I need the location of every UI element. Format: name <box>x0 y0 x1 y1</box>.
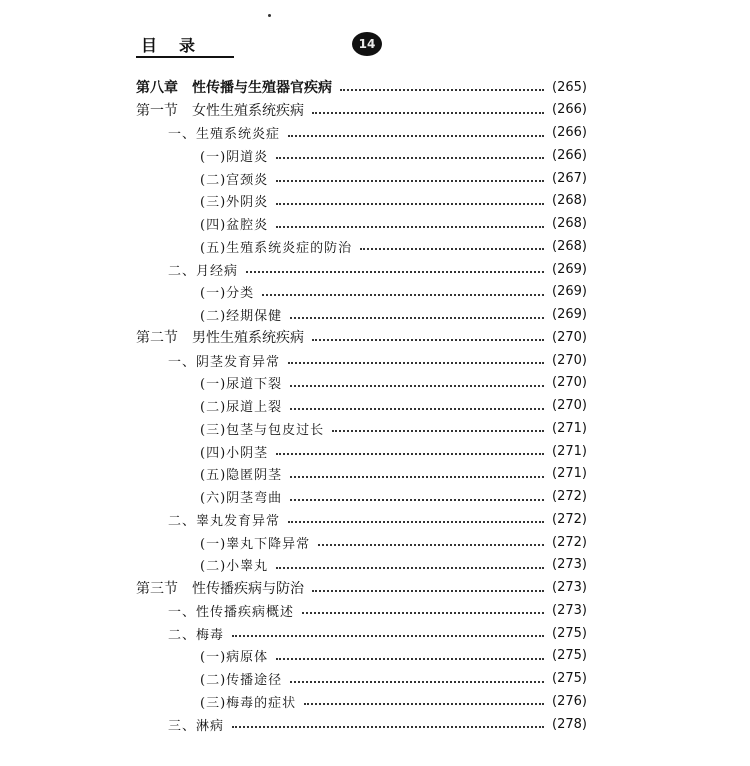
toc-entry-page: (275) <box>552 648 587 664</box>
toc-entry-title: 二、月经病 <box>168 263 239 279</box>
toc-entry-page: (268) <box>552 193 587 209</box>
toc-entry[interactable] <box>0 463 750 485</box>
dot-leader <box>290 476 544 478</box>
dot-leader <box>276 567 544 569</box>
dot-leader <box>290 499 544 501</box>
title-underline <box>136 56 234 58</box>
toc-entry-page: (268) <box>552 238 587 254</box>
toc-entry-title: 二、睾丸发育异常 <box>168 513 281 529</box>
toc-entry-page: (276) <box>552 693 587 709</box>
toc-entry-title: 一、阴茎发育异常 <box>168 354 281 370</box>
toc-entry-page: (270) <box>552 375 587 391</box>
toc-entry[interactable] <box>0 304 750 326</box>
toc-entry-title: (一)病原体 <box>200 650 269 666</box>
toc-entry[interactable] <box>0 622 750 644</box>
toc-entry-page: (265) <box>552 79 587 95</box>
toc-entry[interactable] <box>0 99 750 121</box>
dot-leader <box>276 157 544 159</box>
toc-entry-title: (四)小阴茎 <box>200 445 269 461</box>
toc-entry[interactable] <box>0 554 750 576</box>
toc-entry[interactable] <box>0 122 750 144</box>
dot-leader <box>288 521 544 523</box>
toc-entry-page: (268) <box>552 216 587 231</box>
toc-entry-title: (五)生殖系统炎症的防治 <box>200 240 353 256</box>
toc-entry-page: (273) <box>552 580 587 595</box>
dot-leader <box>304 703 544 705</box>
toc-entry[interactable] <box>0 713 750 735</box>
dot-leader <box>276 203 544 205</box>
toc-entry-title: (二)经期保健 <box>200 309 283 324</box>
toc-entry-title: (二)宫颈炎 <box>200 172 269 188</box>
toc-entry-page: (266) <box>552 102 587 118</box>
page-title-char-2: 录 <box>179 36 198 55</box>
dot-leader <box>288 362 544 364</box>
toc-entry-page: (278) <box>552 716 587 732</box>
toc-entry[interactable] <box>0 235 750 257</box>
toc-entry-title: (一)分类 <box>200 286 255 302</box>
toc-entry[interactable] <box>0 258 750 280</box>
toc-entry-page: (266) <box>552 147 587 163</box>
dot-leader <box>312 590 544 592</box>
toc-entry[interactable] <box>0 486 750 508</box>
toc-entry-title: (一)尿道下裂 <box>200 377 283 393</box>
toc-entry-title: 二、梅毒 <box>168 627 225 643</box>
dot-leader <box>232 726 544 728</box>
dot-leader <box>312 112 544 114</box>
dot-leader <box>290 681 544 683</box>
dot-leader <box>246 271 544 273</box>
toc-entry-page: (271) <box>552 443 587 459</box>
dot-leader <box>276 453 544 455</box>
toc-entry-title: 第三节 性传播疾病与防治 <box>136 580 304 597</box>
toc-entry-title: (一)睾丸下降异常 <box>200 536 311 552</box>
toc-entry-page: (269) <box>552 284 587 300</box>
dot-leader <box>290 385 544 387</box>
dot-leader <box>288 135 544 137</box>
toc-entry[interactable] <box>0 440 750 462</box>
dot-leader <box>340 89 544 91</box>
toc-entry[interactable] <box>0 668 750 690</box>
toc-entry-page: (275) <box>552 671 587 686</box>
toc-entry-page: (270) <box>552 352 587 368</box>
dot-leader <box>262 294 544 296</box>
dot-leader <box>290 408 544 410</box>
dot-leader <box>318 544 544 546</box>
toc-entry-page: (269) <box>552 261 587 277</box>
toc-entry[interactable] <box>0 76 750 98</box>
dot-leader <box>232 635 544 637</box>
toc-entry-page: (266) <box>552 125 587 140</box>
toc-entry-title: 三、淋病 <box>168 718 225 734</box>
toc-entry-title: (四)盆腔炎 <box>200 218 269 233</box>
toc-entry-page: (271) <box>552 420 587 436</box>
toc-entry[interactable] <box>0 508 750 530</box>
toc-entry-title: (三)包茎与包皮过长 <box>200 422 325 438</box>
toc-entry[interactable] <box>0 167 750 189</box>
toc-entry-page: (275) <box>552 625 587 641</box>
toc-entry-page: (272) <box>552 511 587 527</box>
toc-entry[interactable] <box>0 190 750 212</box>
toc-entry-page: (272) <box>552 489 587 504</box>
dot-leader <box>276 180 544 182</box>
toc-entry-title: (一)阴道炎 <box>200 149 269 165</box>
toc-entry[interactable] <box>0 417 750 439</box>
dot-leader <box>312 339 544 341</box>
toc-entry[interactable] <box>0 326 750 348</box>
page-number-badge <box>352 32 382 56</box>
ink-speck <box>268 14 271 17</box>
toc-entry-page: (272) <box>552 534 587 550</box>
toc-entry-title: 一、性传播疾病概述 <box>168 604 295 620</box>
toc-entry[interactable] <box>0 531 750 553</box>
toc-entry-title: 第一节 女性生殖系统疾病 <box>136 102 304 119</box>
toc-entry[interactable] <box>0 372 750 394</box>
dot-leader <box>290 317 544 319</box>
page-number: 14 <box>358 37 376 51</box>
dot-leader <box>332 430 544 432</box>
dot-leader <box>360 248 544 250</box>
toc-entry[interactable] <box>0 144 750 166</box>
toc-entry[interactable] <box>0 599 750 621</box>
page-title-char-1: 目 <box>141 36 160 55</box>
toc-entry-title: (三)梅毒的症状 <box>200 695 297 711</box>
toc-entry-page: (271) <box>552 466 587 482</box>
toc-entry-title: (五)隐匿阴茎 <box>200 468 283 484</box>
toc-entry-title: 一、生殖系统炎症 <box>168 127 281 142</box>
dot-leader <box>302 612 544 614</box>
toc-entry[interactable] <box>0 577 750 599</box>
toc-entry-title: (二)传播途径 <box>200 673 283 688</box>
toc-entry-page: (270) <box>552 398 587 413</box>
dot-leader <box>276 658 544 660</box>
toc-entry-title: (二)尿道上裂 <box>200 400 283 415</box>
toc-entry-page: (267) <box>552 170 587 186</box>
page-title <box>141 33 197 56</box>
toc-entry[interactable] <box>0 213 750 235</box>
toc-entry-title: (三)外阴炎 <box>200 195 269 211</box>
toc-entry-page: (273) <box>552 557 587 573</box>
dot-leader <box>276 226 544 228</box>
toc-entry[interactable] <box>0 281 750 303</box>
toc-entry-page: (273) <box>552 602 587 618</box>
toc-entry[interactable] <box>0 645 750 667</box>
toc-entry-page: (270) <box>552 329 587 345</box>
toc-entry[interactable] <box>0 690 750 712</box>
toc-entry-title: (六)阴茎弯曲 <box>200 491 283 506</box>
toc-entry-title: (二)小睾丸 <box>200 559 269 575</box>
toc-entry-title: 第八章 性传播与生殖器官疾病 <box>136 80 332 96</box>
toc-entry[interactable] <box>0 349 750 371</box>
toc-entry[interactable] <box>0 395 750 417</box>
toc-entry-title: 第二节 男性生殖系统疾病 <box>136 330 304 347</box>
toc-entry-page: (269) <box>552 307 587 322</box>
